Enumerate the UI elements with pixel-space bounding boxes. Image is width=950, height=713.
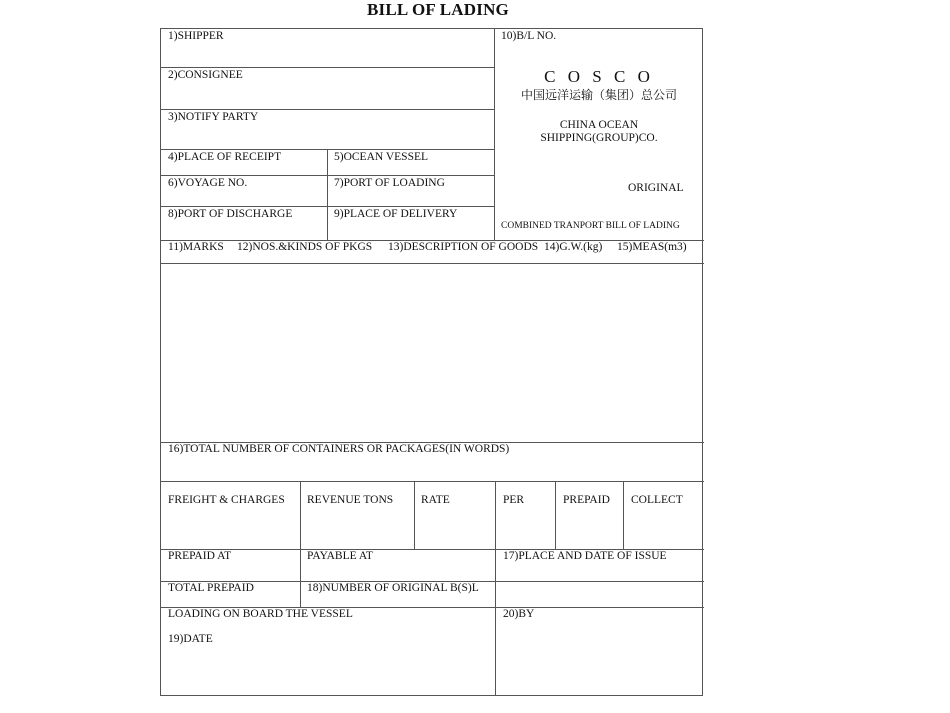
divider [414,481,415,549]
date-label: 19)DATE [168,633,213,645]
consignee-label: 2)CONSIGNEE [168,69,243,81]
total-containers-label: 16)TOTAL NUMBER OF CONTAINERS OR PACKAGES(IN WORDS) [168,443,510,455]
original-label: ORIGINAL [628,182,684,194]
number-original-label: 18)NUMBER OF ORIGINAL B(S)L [307,582,479,594]
shipper-label: 1)SHIPPER [168,30,224,42]
company-english-line1: CHINA OCEAN [559,119,639,131]
gw-label: 14)G.W.(kg) [544,241,603,253]
meas-label: 15)MEAS(m3) [617,241,687,253]
pkgs-label: 12)NOS.&KINDS OF PKGS [237,241,373,253]
port-of-loading-label: 7)PORT OF LOADING [334,177,445,189]
divider [555,481,556,549]
ocean-vessel-label: 5)OCEAN VESSEL [334,151,429,163]
divider [161,109,494,110]
collect-label: COLLECT [631,494,683,506]
freight-charges-label: FREIGHT & CHARGES [168,494,285,506]
place-of-delivery-label: 9)PLACE OF DELIVERY [334,208,458,220]
divider [161,263,704,264]
bill-of-lading-form [160,28,703,696]
voyage-no-label: 6)VOYAGE NO. [168,177,248,189]
by-label: 20)BY [503,608,535,620]
per-label: PER [503,494,525,506]
place-of-receipt-label: 4)PLACE OF RECEIPT [168,151,282,163]
prepaid-at-label: PREPAID AT [168,550,232,562]
description-label: 13)DESCRIPTION OF GOODS [388,241,539,253]
divider [327,149,328,240]
place-date-issue-label: 17)PLACE AND DATE OF ISSUE [503,550,667,562]
total-prepaid-label: TOTAL PREPAID [168,582,254,594]
revenue-tons-label: REVENUE TONS [307,494,394,506]
bl-no-label: 10)B/L NO. [501,30,557,42]
company-name: C O S C O [544,67,654,86]
rate-label: RATE [421,494,450,506]
marks-label: 11)MARKS [168,241,224,253]
combined-transport-label: COMBINED TRANPORT BILL OF LADING [501,221,680,231]
company-chinese-name: 中国远洋运输（集团）总公司 [520,88,677,102]
divider [161,67,494,68]
prepaid-label: PREPAID [563,494,610,506]
company-english-line2: SHIPPING(GROUP)CO. [540,132,658,144]
page-title: BILL OF LADING [367,0,509,19]
notify-party-label: 3)NOTIFY PARTY [168,111,259,123]
divider [623,481,624,549]
port-of-discharge-label: 8)PORT OF DISCHARGE [168,208,293,220]
divider [495,481,496,696]
payable-at-label: PAYABLE AT [307,550,373,562]
loading-on-board-label: LOADING ON BOARD THE VESSEL [168,608,353,620]
divider [300,481,301,608]
